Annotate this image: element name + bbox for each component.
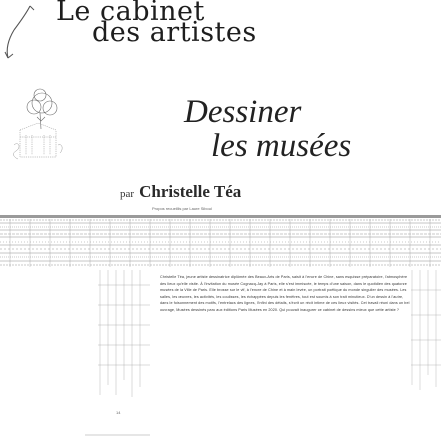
author-name: Christelle Téa: [139, 182, 242, 201]
page-number: 14: [116, 410, 121, 415]
article-title-line1: Dessiner: [184, 94, 302, 130]
author-byline: [120, 182, 241, 202]
museum-sketch-illustration: [10, 85, 160, 165]
author-credit: Propos recueillis par Laure Siboul: [152, 206, 212, 211]
page-sketch-artwork: [0, 215, 441, 441]
pen-stroke-logo-icon: [0, 0, 60, 70]
author-prefix: par: [120, 188, 135, 200]
article-title-line2: les musées: [211, 128, 352, 164]
body-paragraph: Christelle Téa, jeune artiste dessinatrice diplômée des Beaux-Arts de Paris, saisit à l'encre de Chine, sans esquisse préparatoire, l'atmosphère des lieux qu'elle visite. À l'invitation du musée Cognacq-Jay à Paris, elle s'est immiscée, le temps d'une saison, dans le quotidien des quatorze musées de la Ville de Paris. Elle brosse sur le vif, à l'encre de Chine et à main levée, un portrait poétique du monde singulier des musées. Les salles, les œuvres, les activités, les coulisses, les échappées depuis les fenêtres, tout est soumis à son trait minutieux. D'un dessin à l'autre, dans le foisonnement des motifs, l'entrelacs des lignes, l'infini des détails, s'écrit un récit intime de ces lieux visités. Cet travail réuni dans un bel ouvrage, Musées dessinés paru aux éditions Paris Musées en 2020. Qui pouvait inaugurer ce cabinet de dessins mieux que cette artiste ?: [160, 275, 410, 312]
brand-title-line2: des artistes: [92, 17, 257, 48]
brand-title-line1: Le cabinet: [56, 0, 205, 27]
